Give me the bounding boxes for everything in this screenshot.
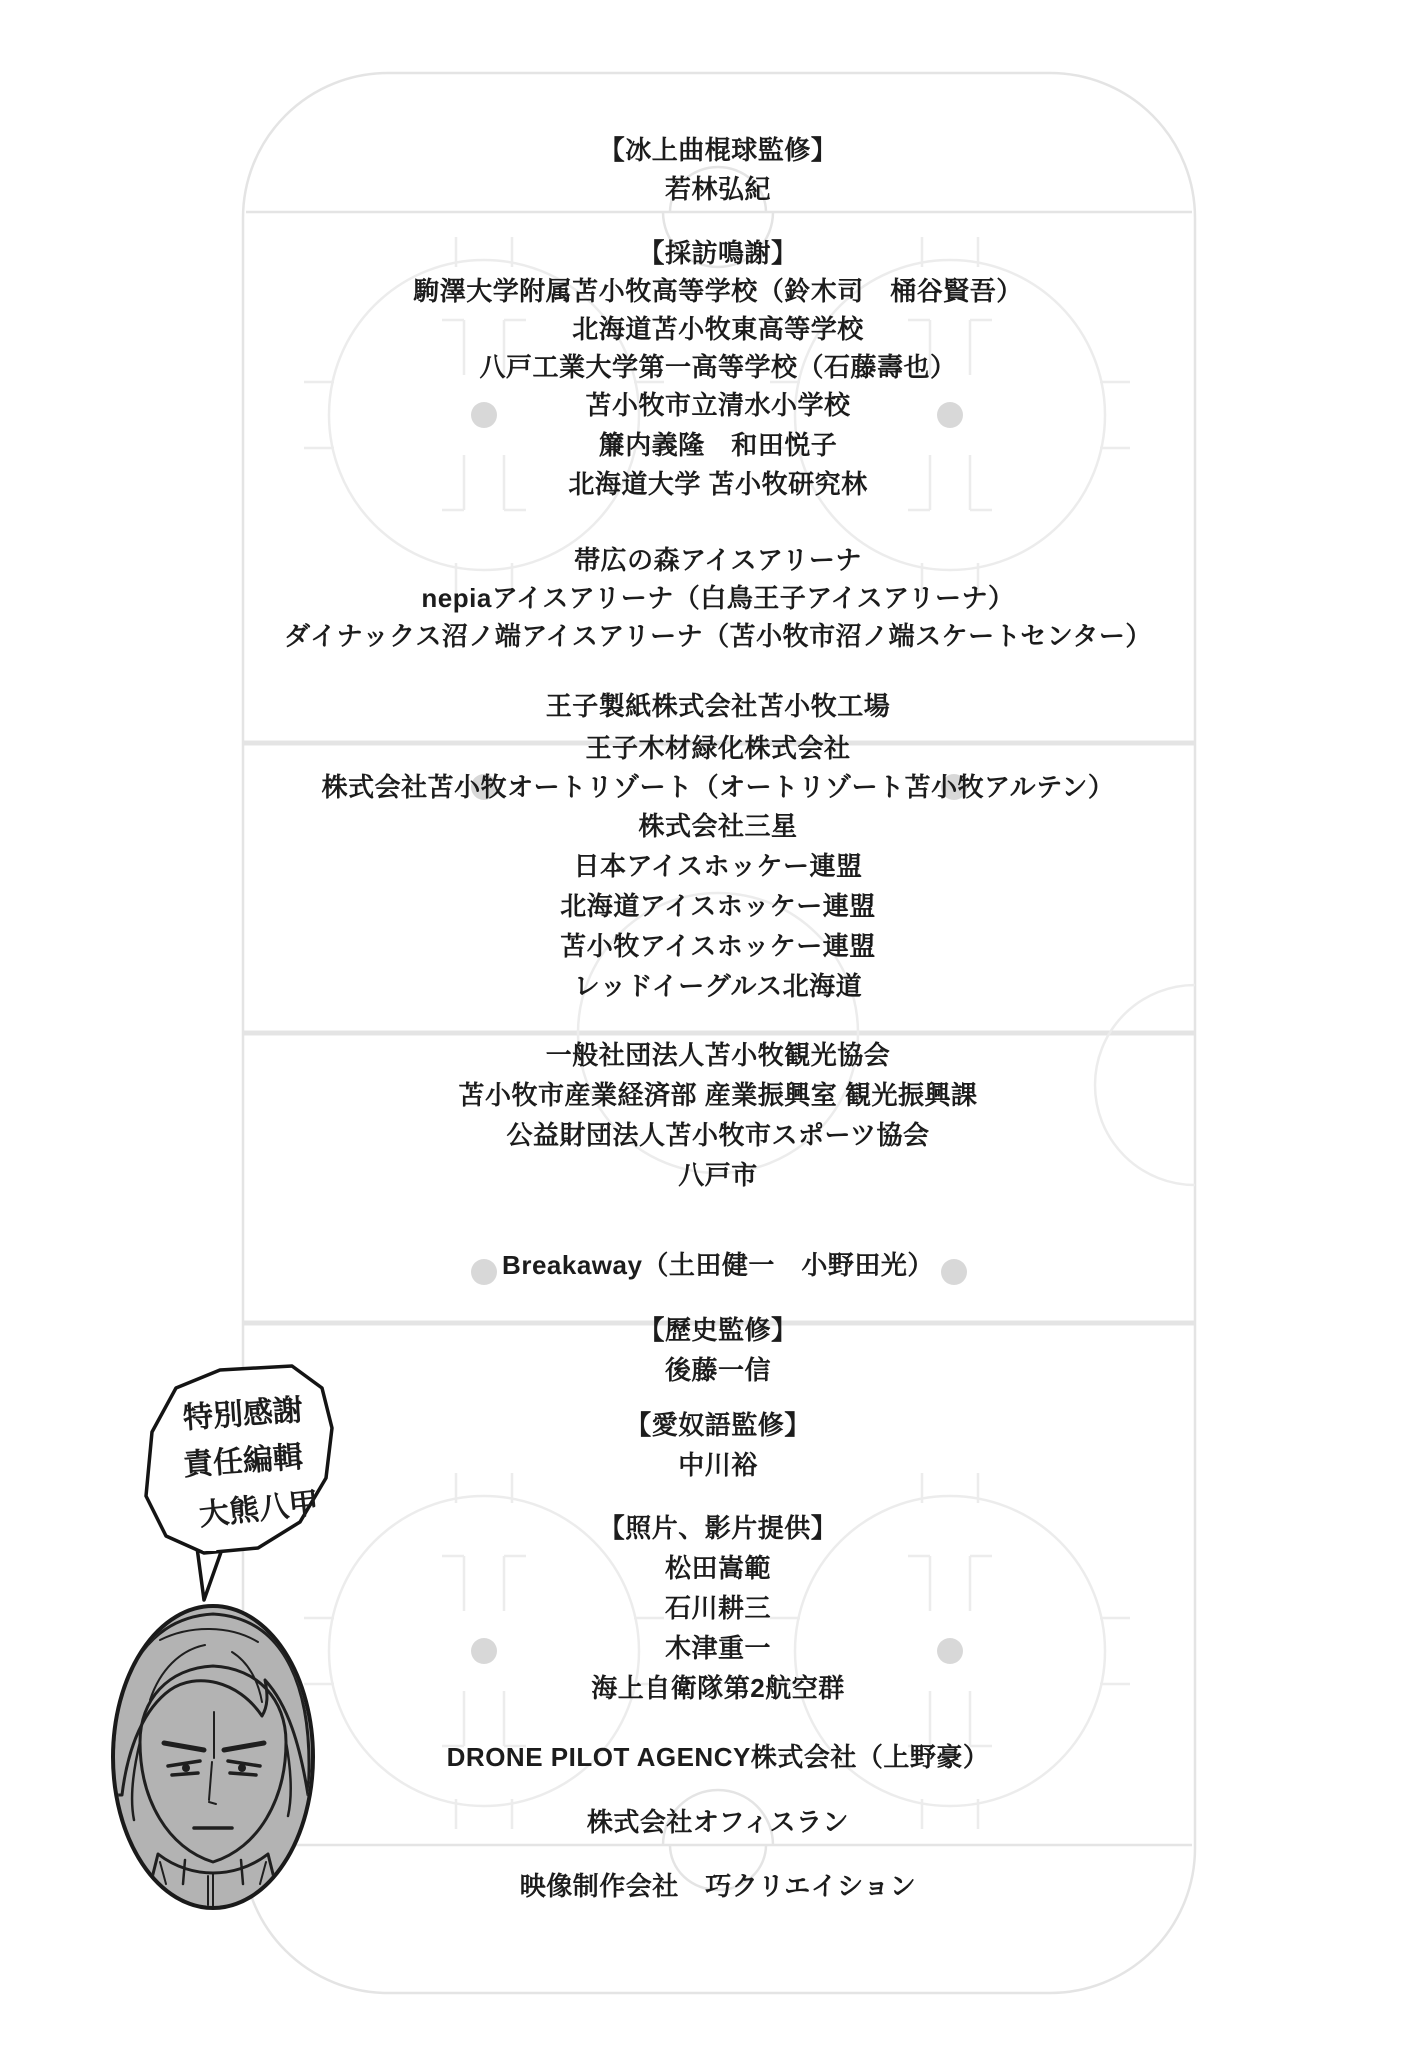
credit-line: ダイナックス沼ノ端アイスアリーナ（苫小牧市沼ノ端スケートセンター） [284, 621, 1152, 651]
credit-section-heading: 【採訪鳴謝】 [638, 238, 798, 268]
credit-line: 株式会社オフィスラン [586, 1807, 850, 1837]
credit-line: 後藤一信 [664, 1355, 771, 1385]
bubble-line: 大熊八甲 [197, 1486, 321, 1533]
credit-line: 木津重一 [664, 1633, 771, 1663]
credit-line: レッドイーグルス北海道 [573, 971, 863, 1001]
credit-line: 王子木材緑化株式会社 [585, 733, 851, 763]
credit-line: DRONE PILOT AGENCY株式会社（上野豪） [446, 1742, 990, 1772]
credit-line: 北海道大学 苫小牧研究林 [568, 469, 868, 499]
credit-line: 駒澤大学附属苫小牧高等学校（鈴木司 桶谷賢吾） [413, 276, 1023, 306]
credit-line: 簾内義隆 和田悦子 [598, 430, 838, 460]
bubble-line: 責任編輯 [181, 1440, 304, 1483]
credit-line: 株式会社苫小牧オートリゾート（オートリゾート苫小牧アルテン） [321, 772, 1115, 802]
credit-section-heading: 【歷史監修】 [638, 1315, 798, 1345]
credit-line: 公益財団法人苫小牧市スポーツ協会 [506, 1120, 930, 1150]
credit-section-heading: 【照片、影片提供】 [598, 1513, 838, 1543]
credit-line: 八戸工業大学第一高等学校（石藤壽也） [479, 352, 957, 382]
credit-line: 一般社団法人苫小牧観光協会 [545, 1040, 891, 1070]
credit-line: 八戸市 [678, 1160, 758, 1190]
credit-line: nepiaアイスアリーナ（白鳥王子アイスアリーナ） [421, 583, 1015, 613]
credit-section-heading: 【愛奴語監修】 [625, 1410, 811, 1440]
credit-line: 日本アイスホッケー連盟 [573, 851, 863, 881]
credit-line: 北海道苫小牧東高等学校 [572, 314, 864, 344]
credit-line: 苫小牧市産業経済部 産業振興室 観光振興課 [458, 1080, 978, 1110]
credit-line: 苫小牧アイスホッケー連盟 [560, 931, 876, 961]
credit-line: 若林弘紀 [664, 174, 771, 204]
credit-line: 松田嵩範 [664, 1553, 771, 1583]
credit-section-heading: 【冰上曲棍球監修】 [598, 135, 838, 165]
credit-line: 映像制作会社 巧クリエイション [519, 1871, 917, 1901]
credit-line: 北海道アイスホッケー連盟 [560, 891, 876, 921]
credit-line: 王子製紙株式会社苫小牧工場 [545, 691, 891, 721]
credit-line: 石川耕三 [664, 1593, 771, 1623]
credit-line: 中川裕 [678, 1450, 758, 1480]
credit-line: 株式会社三星 [638, 811, 798, 841]
bubble-line: 特別感謝 [181, 1393, 304, 1436]
credit-line: 帯広の森アイスアリーナ [574, 545, 862, 575]
credit-line: Breakaway（土田健一 小野田光） [502, 1250, 934, 1280]
credit-line: 海上自衛隊第2航空群 [591, 1673, 845, 1703]
credit-line: 苫小牧市立清水小学校 [585, 390, 851, 420]
